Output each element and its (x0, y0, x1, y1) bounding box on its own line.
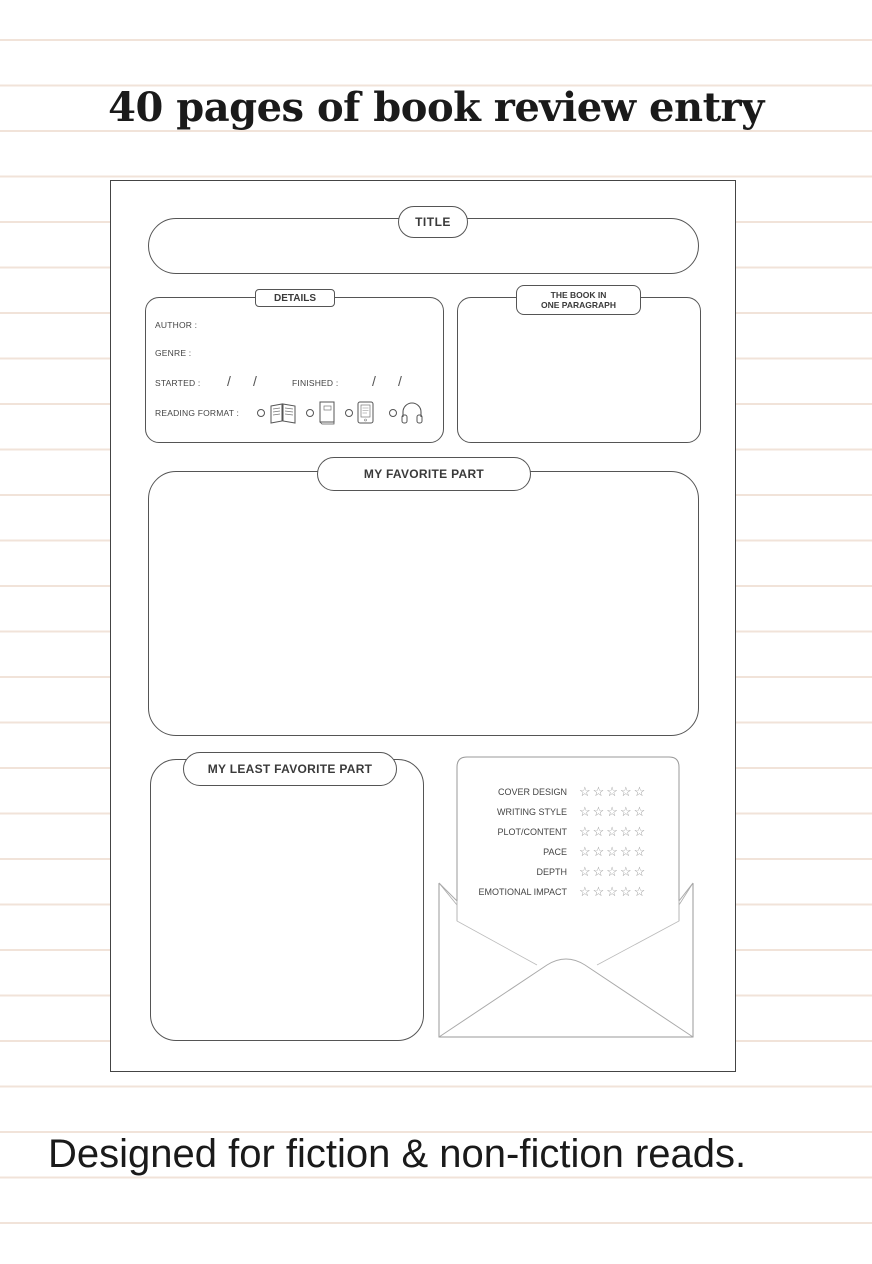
format-radio-audiobook[interactable] (389, 409, 397, 417)
rating-row (457, 884, 687, 904)
star-rating[interactable]: ☆☆☆☆☆ (579, 804, 648, 819)
favorite-part-box[interactable] (148, 471, 699, 736)
summary-label-line2: ONE PARAGRAPH (541, 300, 616, 310)
rating-row (457, 864, 687, 884)
page-footer: Designed for fiction & non-fiction reads. (48, 1132, 747, 1176)
genre-label: GENRE : (155, 348, 192, 358)
star-rating[interactable]: ☆☆☆☆☆ (579, 884, 648, 899)
page-headline: 40 pages of book review entry (108, 84, 764, 131)
author-label: AUTHOR : (155, 320, 198, 330)
rating-row (457, 824, 687, 844)
format-radio-paperback[interactable] (306, 409, 314, 417)
finished-date-slash: / (372, 373, 376, 389)
rating-label: WRITING STYLE (496, 807, 567, 817)
ereader-icon (356, 400, 376, 426)
started-label: STARTED : (155, 378, 201, 388)
rating-row (457, 804, 687, 824)
finished-date-slash: / (398, 373, 402, 389)
format-radio-book[interactable] (257, 409, 265, 417)
title-label: TITLE (398, 206, 468, 238)
rating-label: COVER DESIGN (497, 787, 567, 797)
book-open-icon (268, 401, 298, 425)
format-radio-ebook[interactable] (345, 409, 353, 417)
finished-label: FINISHED : (292, 378, 339, 388)
ratings-list (457, 784, 697, 914)
summary-box[interactable] (457, 297, 701, 443)
rating-label: DEPTH (536, 867, 567, 877)
star-rating[interactable]: ☆☆☆☆☆ (579, 824, 648, 839)
book-closed-icon (317, 400, 337, 426)
started-date-slash: / (227, 373, 231, 389)
rating-label: PLOT/CONTENT (497, 827, 567, 837)
favorite-part-label: MY FAVORITE PART (317, 457, 531, 491)
review-sheet (110, 180, 736, 1072)
least-favorite-part-box[interactable] (150, 759, 424, 1041)
reading-format-label: READING FORMAT : (155, 408, 240, 418)
started-date-slash: / (253, 373, 257, 389)
rating-label: EMOTIONAL IMPACT (478, 887, 567, 897)
rating-row (457, 844, 687, 864)
star-rating[interactable]: ☆☆☆☆☆ (579, 844, 648, 859)
rating-row (457, 784, 687, 804)
rating-label: PACE (543, 847, 567, 857)
least-favorite-part-label: MY LEAST FAVORITE PART (183, 752, 397, 786)
headphones-icon (400, 400, 424, 426)
details-label: DETAILS (255, 289, 335, 307)
star-rating[interactable]: ☆☆☆☆☆ (579, 784, 648, 799)
summary-label-line1: THE BOOK IN (550, 290, 607, 300)
star-rating[interactable]: ☆☆☆☆☆ (579, 864, 648, 879)
summary-label (516, 285, 641, 315)
